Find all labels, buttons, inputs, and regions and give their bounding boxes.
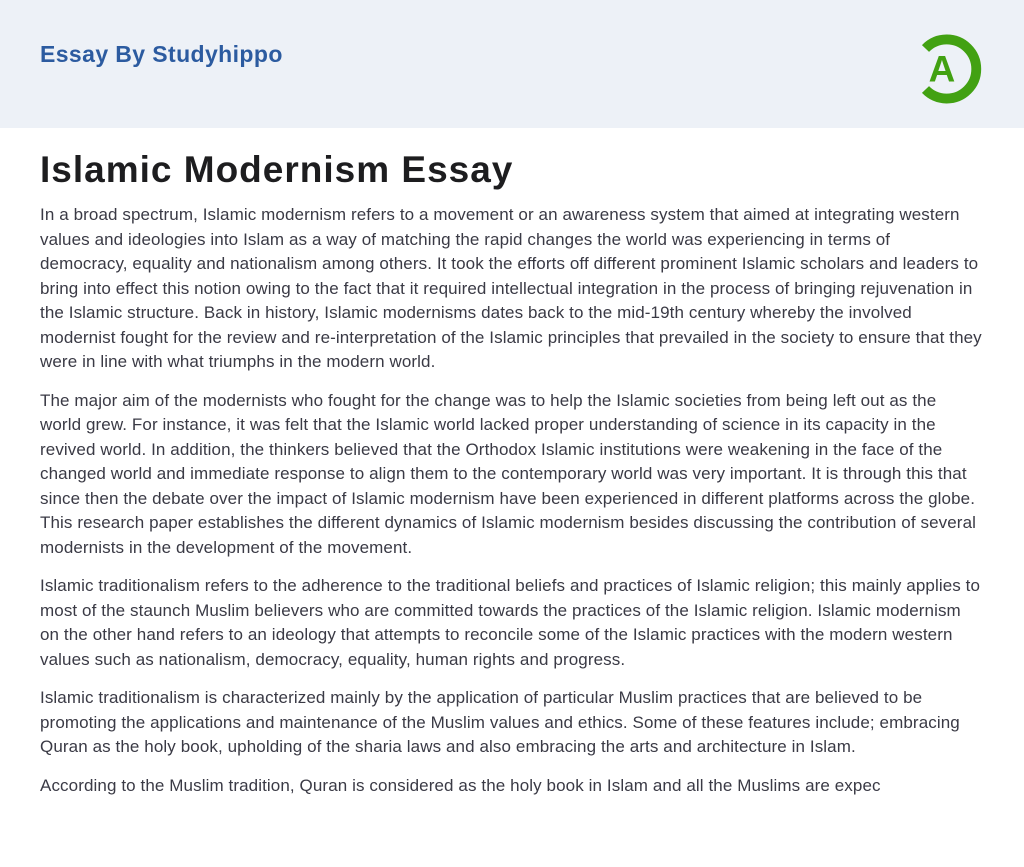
byline: Essay By Studyhippo [40,41,283,67]
page-header [0,0,1024,128]
essay-paragraph: The major aim of the modernists who fought for the change was to help the Islamic societies from being left out as the world grew. For instance, it was felt that the Islamic world lacked proper understanding of science in its capacity in the revived world. In addition, the thinkers believed that the Orthodox Islamic institutions were weakening in the face of the changed world and immediate response to align them to the contemporary world was very important. It is through this that since then the debate over the impact of Islamic modernism have been experienced in different platforms across the globe. This research paper establishes the different dynamics of Islamic modernism besides discussing the contribution of several modernists in the development of the movement. [40,390,977,557]
essay-paragraph: According to the Muslim tradition, Quran is considered as the holy book in Islam and all the Muslims are expec [40,775,881,795]
essay-paragraph: Islamic traditionalism refers to the adherence to the traditional beliefs and practices of Islamic religion; this mainly applies to most of the staunch Muslim believers who are committed towards the practices of the Islamic religion. Islamic modernism on the other hand refers to an ideology that attempts to reconcile some of the Islamic practices with the modern western values such as nationalism, democracy, equality, human rights and progress. [40,576,981,669]
studyhippo-logo-icon [905,28,987,110]
essay-content [0,150,1024,798]
essay-title: Islamic Modernism Essay [40,149,514,190]
logo-letter: A [928,48,956,90]
essay-paragraph: In a broad spectrum, Islamic modernism refers to a movement or an awareness system that aimed at integrating western values and ideologies into Islam as a way of matching the rapid changes the world was experiencing in terms of democracy, equality and nationalism among others. It took the efforts off different prominent Islamic scholars and leaders to bring into effect this notion owing to the fact that it required intellectual integration in the process of bringing rejuvenation in the Islamic structure. Back in history, Islamic modernisms dates back to the mid-19th century whereby the involved modernist fought for the review and re-interpretation of the Islamic principles that prevailed in the society to ensure that they were in line with what triumphs in the modern world. [40,205,982,371]
essay-paragraph: Islamic traditionalism is characterized mainly by the application of particular Muslim practices that are believed to be promoting the applications and maintenance of the Muslim values and ethics. Some of these features include; embracing Quran as the holy book, upholding of the sharia laws and also embracing the arts and architecture in Islam. [40,688,960,756]
